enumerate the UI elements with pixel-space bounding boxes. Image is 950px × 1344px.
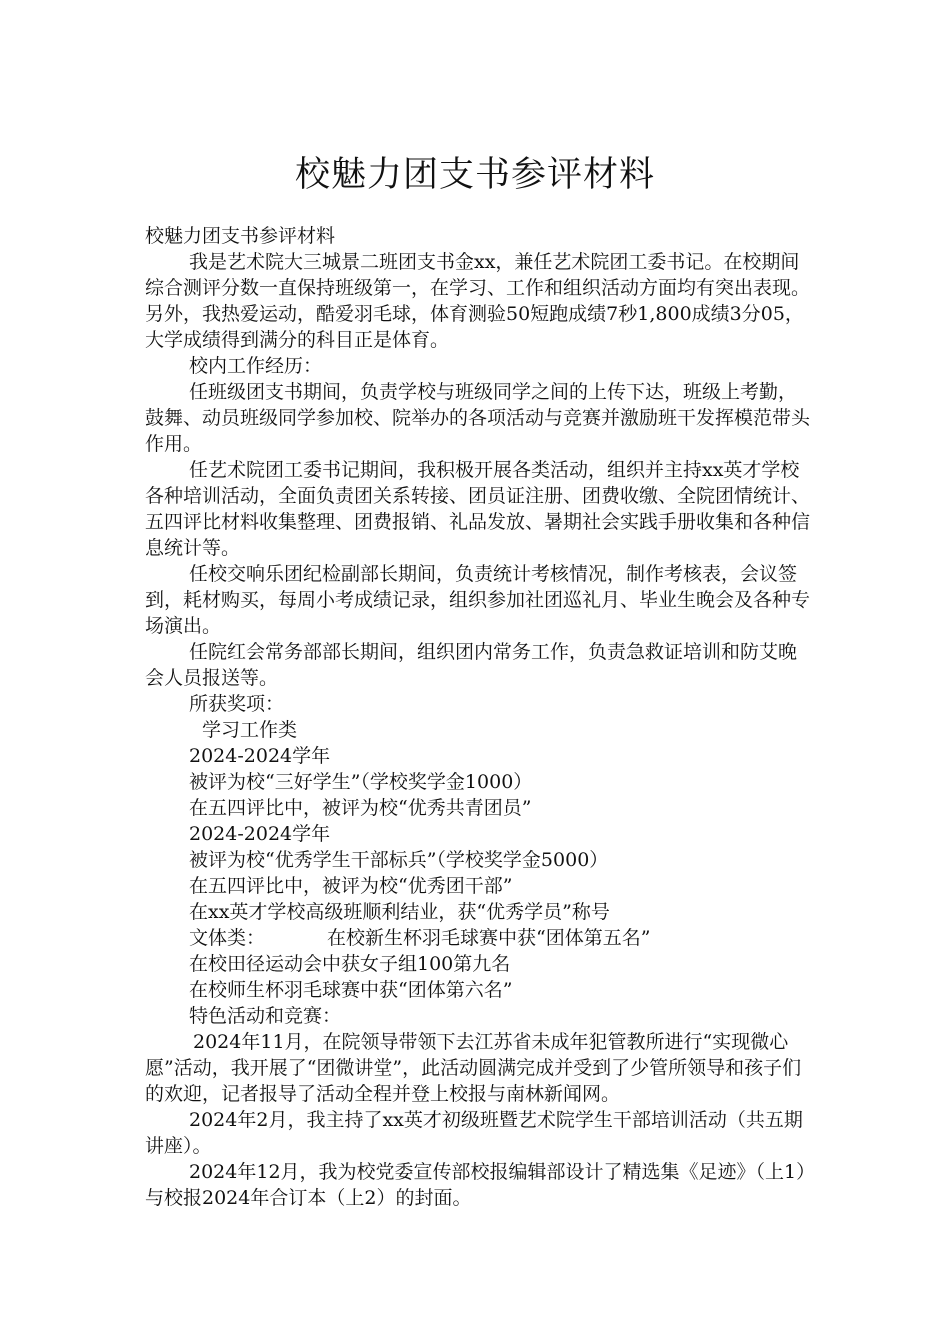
sports-label: 文体类： [189,927,266,949]
document-title: 校魅力团支书参评材料 [294,155,655,196]
year-line: 2024-2024学年 [189,823,331,845]
special-paragraph: 2024年11月，在院领导带领下去江苏省未成年犯管教所进行“实现微心愿”活动，我开展了“团微讲堂”，此活动圆满完成并受到了少管所领导和孩子们的欢迎，记者报导了活动全程并登上校报与南林新闻网。 [145,1031,802,1105]
work-paragraph: 任班级团支书期间，负责学校与班级同学之间的上传下达，班级上考勤，鼓舞、动员班级同学参加校、院举办的各项活动与竞赛并激励班干发挥模范带头作用。 [145,381,811,455]
special-heading: 特色活动和竞赛： [189,1005,342,1027]
sports-award: 在校新生杯羽毛球赛中获“团体第五名” [327,927,651,949]
work-heading: 校内工作经历： [189,355,323,377]
award-line: 在xx英才学校高级班顺利结业，获“优秀学员”称号 [189,901,610,923]
sports-award-line: 在校田径运动会中获女子组100第九名 [189,953,511,975]
work-paragraph: 任艺术院团工委书记期间，我积极开展各类活动，组织并主持xx英才学校各种培训活动，全面负责团关系转接、团员证注册、团费收缴、全院团情统计、五四评比材料收集整理、团费报销、礼品发放、暑期社会实践手册收集和各种信息统计等。 [145,459,811,559]
award-line: 在五四评比中，被评为校“优秀共青团员” [189,797,532,819]
document-body [145,223,810,1211]
award-line: 被评为校“优秀学生干部标兵”（学校奖学金5000） [189,849,609,871]
awards-heading: 所获奖项： [189,693,285,715]
award-line: 被评为校“三好学生”（学校奖学金1000） [189,771,533,793]
subtitle-line: 校魅力团支书参评材料 [145,225,336,247]
intro-paragraph: 我是艺术院大三城景二班团支书金xx，兼任艺术院团工委书记。在校期间综合测评分数一直保持班级第一，在学习、工作和组织活动方面均有突出表现。另外，我热爱运动，酷爱羽毛球，体育测验50短跑成绩7秒1,800成绩3分05，大学成绩得到满分的科目正是体育。 [145,251,811,351]
special-paragraph: 2024年2月，我主持了xx英才初级班暨艺术院学生干部培训活动（共五期讲座）。 [145,1109,803,1157]
sports-line [145,925,810,951]
year-line: 2024-2024学年 [189,745,331,767]
work-paragraph: 任校交响乐团纪检副部长期间，负责统计考核情况，制作考核表，会议签到，耗材购买，每周小考成绩记录，组织参加社团巡礼月、毕业生晚会及各种专场演出。 [145,563,811,637]
work-paragraph: 任院红会常务部部长期间，组织团内常务工作，负责急救证培训和防艾晚会人员报送等。 [145,641,798,689]
study-heading: 学习工作类 [202,719,298,741]
award-line: 在五四评比中，被评为校“优秀团干部” [189,875,513,897]
sports-award-line: 在校师生杯羽毛球赛中获“团体第六名” [189,979,513,1001]
special-paragraph: 2024年12月，我为校党委宣传部校报编辑部设计了精选集《足迹》（上1）与校报2024年合订本（上2）的封面。 [145,1161,806,1209]
